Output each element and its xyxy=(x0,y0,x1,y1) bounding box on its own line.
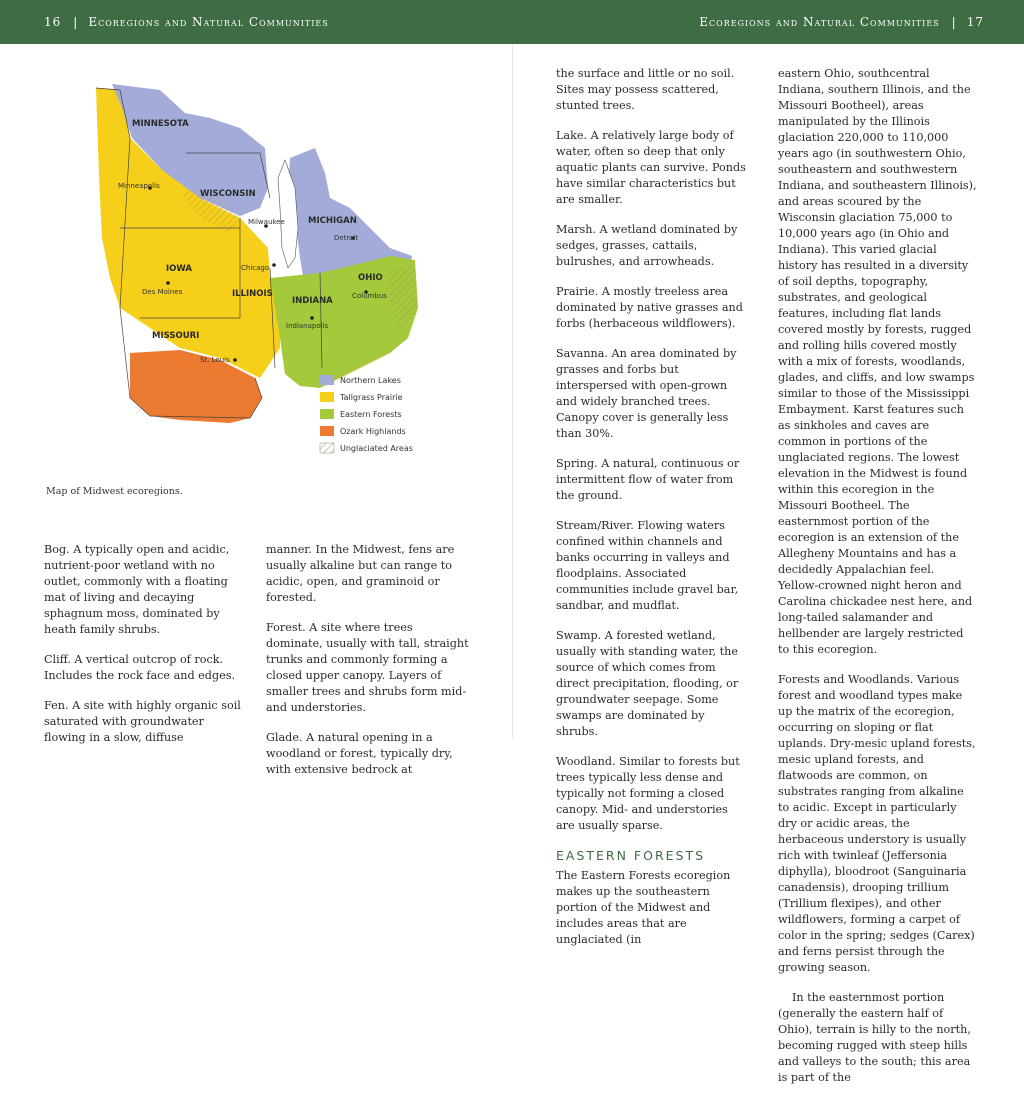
section-heading-eastern-forests: EASTERN FORESTS xyxy=(556,848,706,863)
definition-prairie: Prairie. A mostly treeless area dominated by native grasses and forbs (herbaceous wildflowers). xyxy=(556,285,743,330)
state-label-michigan: MICHIGAN xyxy=(308,216,357,226)
left-running-head xyxy=(44,15,329,29)
eastern-forests-body: eastern Ohio, southcentral Indiana, southern Illinois, and the Missouri Bootheel), areas manipulated by the Illinois glaciation 220,000 to 110,000 years ago (in southwestern Ohio, southeastern and southwestern Indiana, and southeastern Illinois), and areas scoured by the Wisconsin glaciation 75,000 to 10,000 years ago (in Ohio and Indiana). This varied glacial history has resulted in a diversity of soil depths, topography, substrates, and geological features, including flat lands covered mostly by forests, rugged and rolling hills covered mostly with a mix of forests, woodlands, glades, and cliffs, and low swamps similar to those of the Mississippi Embayment. Karst features such as sinkholes and caves are common in portions of the unglaciated regions. The lowest elevation in the Midwest is found within this ecoregion in the Missouri Bootheel. The easternmost portion of the ecoregion is an extension of the Allegheny Mountains and has a decidedly Appalachian feel. Yellow-crowned night heron and Carolina chickadee nest here, and long-tailed salamander and hellbender are largely restricted to this ecoregion. xyxy=(778,67,977,656)
easternmost-portion-paragraph: In the easternmost portion (generally the eastern half of Ohio), terrain is hilly to the north, becoming rugged with steep hills and valleys to the south; this area is part of the xyxy=(778,991,971,1084)
legend-northern-lakes: Northern Lakes xyxy=(340,376,401,385)
legend-ozark-highlands: Ozark Highlands xyxy=(340,427,406,436)
definition-woodland: Woodland. Similar to forests but trees typically less dense and typically not forming a closed canopy. Mid- and understories are usually sparse. xyxy=(556,755,740,832)
state-label-wisconsin: WISCONSIN xyxy=(200,189,256,199)
definition-lake: Lake. A relatively large body of water, often so deep that only aquatic plants can survive. Ponds have similar characteristics but are smaller. xyxy=(556,129,746,206)
left-separator: | xyxy=(73,15,79,29)
map-legend xyxy=(320,375,413,453)
definition-forest: Forest. A site where trees dominate, usually with tall, straight trunks and commonly forming a closed upper canopy. Layers of smaller trees and shrubs form mid- and understories. xyxy=(266,621,469,714)
state-label-indiana: INDIANA xyxy=(292,296,333,306)
city-label-detroit: Detroit xyxy=(334,234,359,242)
definition-swamp: Swamp. A forested wetland, usually with standing water, the source of which comes from direct precipitation, flooding, or groundwater seepage. Some swamps are dominated by shrubs. xyxy=(556,629,739,738)
state-label-ohio: OHIO xyxy=(358,273,383,283)
legend-eastern-forests: Eastern Forests xyxy=(340,410,402,419)
state-label-minnesota: MINNESOTA xyxy=(132,119,189,129)
city-label-des-moines: Des Moines xyxy=(142,288,183,296)
definition-fen: Fen. A site with highly organic soil saturated with groundwater flowing in a slow, diffuse xyxy=(44,699,241,744)
ecoregion-map xyxy=(90,78,420,470)
legend-swatch-eastern-forests xyxy=(320,409,334,419)
legend-swatch-unglaciated xyxy=(320,443,334,453)
definition-marsh: Marsh. A wetland dominated by sedges, grasses, cattails, bulrushes, and arrowheads. xyxy=(556,223,738,268)
forests-and-woodlands-paragraph: Forests and Woodlands. Various forest and woodland types make up the matrix of the ecoregion, occurring on sloping or flat uplands. Dry-mesic upland forests, mesic upland forests, and flatwoods are common, on substrates ranging from alkaline to acidic. Except in particularly dry or acidic areas, the herbaceous understory is usually rich with twinleaf (Jeffersonia diphylla), bloodroot (Sanguinaria canadensis), drooping trillium (Trillium flexipes), and other wildflowers, forming a carpet of color in the spring; sedges (Carex) and ferns persist through the growing season. xyxy=(778,673,976,974)
definition-fen-continued: manner. In the Midwest, fens are usually alkaline but can range to acidic, open, and graminoid or forested. xyxy=(266,543,455,604)
city-label-indianapolis: Indianapolis xyxy=(286,322,329,330)
legend-swatch-tallgrass-prairie xyxy=(320,392,334,402)
left-page-number: 16 xyxy=(44,15,62,29)
state-label-missouri: MISSOURI xyxy=(152,331,200,341)
legend-tallgrass-prairie: Tallgrass Prairie xyxy=(340,393,403,402)
definition-glade: Glade. A natural opening in a woodland or forest, typically dry, with extensive bedrock at xyxy=(266,731,453,776)
definition-spring: Spring. A natural, continuous or intermittent flow of water from the ground. xyxy=(556,457,740,502)
legend-swatch-ozark-highlands xyxy=(320,426,334,436)
definition-glade-continued: the surface and little or no soil. Sites may possess scattered, stunted trees. xyxy=(556,67,735,112)
state-label-illinois: ILLINOIS xyxy=(232,289,273,299)
state-label-iowa: IOWA xyxy=(166,264,192,274)
legend-swatch-northern-lakes xyxy=(320,375,334,385)
page-header xyxy=(0,0,1024,44)
left-page-column-1 xyxy=(44,542,244,760)
city-label-milwaukee: Milwaukee xyxy=(248,218,285,226)
eastern-forests-intro: The Eastern Forests ecoregion makes up the southeastern portion of the Midwest and includes areas that are unglaciated (in xyxy=(556,869,731,946)
right-page-number: 17 xyxy=(966,15,984,29)
city-label-st-louis: St. Louis xyxy=(200,356,230,364)
right-header-title: Ecoregions and Natural Communities xyxy=(699,15,940,29)
city-label-columbus: Columbus xyxy=(352,292,387,300)
definition-stream-river: Stream/River. Flowing waters confined within channels and banks occurring in valleys and floodplains. Associated communities include gravel bar, sandbar, and mudflat. xyxy=(556,519,739,612)
map-caption: Map of Midwest ecoregions. xyxy=(46,486,183,497)
right-running-head xyxy=(699,15,984,29)
right-page-column-1 xyxy=(556,66,746,962)
definition-cliff: Cliff. A vertical outcrop of rock. Includes the rock face and edges. xyxy=(44,653,236,682)
legend-unglaciated-areas: Unglaciated Areas xyxy=(340,444,413,453)
right-separator: | xyxy=(951,15,957,29)
definition-savanna: Savanna. An area dominated by grasses and forbs but interspersed with open-grown and widely branched trees. Canopy cover is generally less than 30%. xyxy=(556,347,737,440)
left-page-column-2 xyxy=(266,542,471,792)
right-page-column-2 xyxy=(778,66,978,1100)
definition-bog: Bog. A typically open and acidic, nutrient-poor wetland with no outlet, commonly with a floating mat of living and decaying sphagnum moss, dominated by heath family shrubs. xyxy=(44,543,230,636)
page-gutter xyxy=(512,44,513,739)
left-header-title: Ecoregions and Natural Communities xyxy=(88,15,329,29)
city-label-minneapolis: Minneapolis xyxy=(118,182,160,190)
city-label-chicago: Chicago xyxy=(241,264,270,272)
